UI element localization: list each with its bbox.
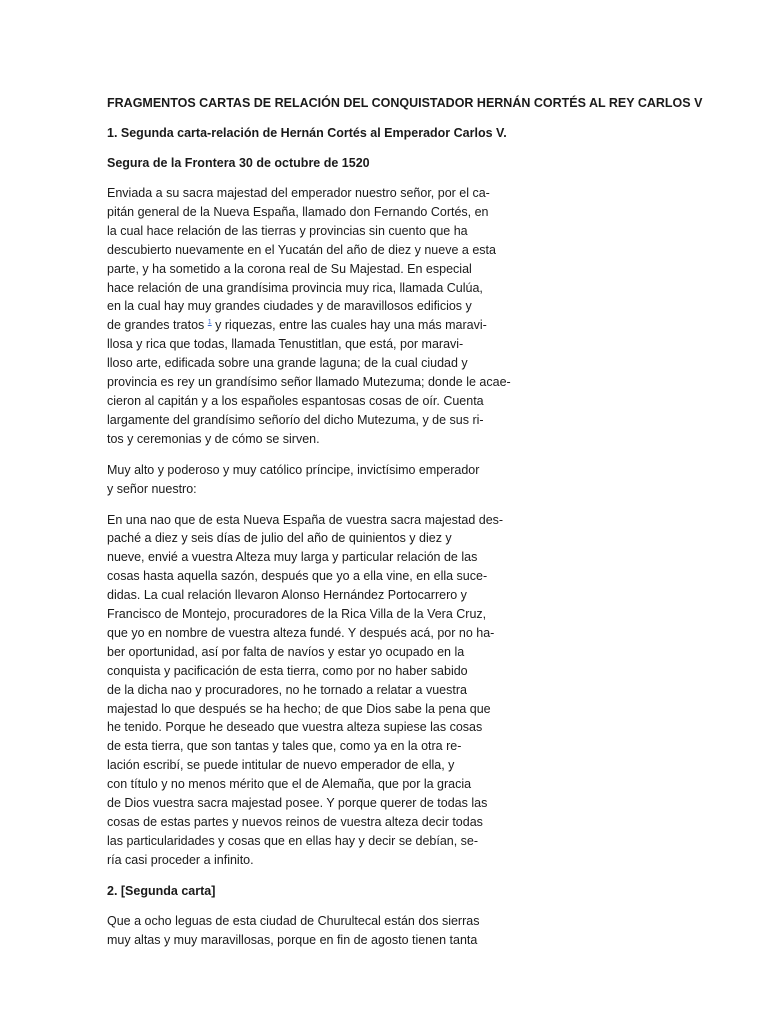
text-line: hace relación de una grandísima provincia muy rica, llamada Culúa, (107, 280, 483, 295)
text-line: largamente del grandísimo señorío del dicho Mutezuma, y de sus ri- (107, 412, 484, 427)
text-line: majestad lo que después se ha hecho; de que Dios sabe la pena que (107, 701, 491, 716)
text-line: conquista y pacificación de esta tierra, como por no haber sabido (107, 663, 468, 678)
text-line: de Dios vuestra sacra majestad posee. Y porque querer de todas las (107, 796, 488, 811)
text-line: he tenido. Porque he deseado que vuestra alteza supiese las cosas (107, 720, 483, 735)
text-line: Muy alto y poderoso y muy católico príncipe, invictísimo emperador (107, 462, 480, 477)
footnote-link[interactable]: 1 (207, 319, 212, 327)
text-line: con título y no menos mérito que el de Alemaña, que por la gracia (107, 777, 472, 792)
text-line: muy altas y muy maravillosas, porque en fin de agosto tienen tanta (107, 932, 478, 947)
place-date-heading: Segura de la Frontera 30 de octubre de 1520 (107, 156, 370, 170)
text-line: la cual hace relación de las tierras y provincias sin cuento que ha (107, 223, 468, 238)
text-line: En una nao que de esta Nueva España de vuestra sacra majestad des- (107, 512, 504, 527)
text-line: cosas de estas partes y nuevos reinos de vuestra alteza decir todas (107, 815, 483, 829)
text-segment: y riquezas, entre las cuales hay una más maravi- (211, 318, 487, 333)
text-line: Francisco de Montejo, procuradores de la Rica Villa de la Vera Cruz, (107, 607, 487, 622)
section1-heading: 1. Segunda carta-relación de Hernán Cortés al Emperador Carlos V. (107, 126, 507, 140)
text-line: cieron al capitán y a los españoles espantosas cosas de oír. Cuenta (107, 393, 484, 408)
text-line: Enviada a su sacra majestad del emperador nuestro señor, por el ca- (107, 186, 490, 200)
text-line: provincia es rey un grandísimo señor llamado Mutezuma; donde le acae- (107, 375, 511, 390)
text-line: pitán general de la Nueva España, llamado don Fernando Cortés, en (107, 204, 489, 219)
text-line: que yo en nombre de vuestra alteza fundé. Y después acá, por no ha- (107, 625, 495, 640)
text-line: nueve, envié a vuestra Alteza muy larga y particular relación de las (107, 550, 478, 565)
text-line: en la cual hay muy grandes ciudades y de maravillosos edificios y (107, 299, 472, 314)
document-page (107, 94, 703, 962)
text-line: Que a ocho leguas de esta ciudad de Churultecal están dos sierras (107, 913, 480, 928)
salutation-paragraph (107, 461, 667, 499)
text-segment: de grandes tratos (107, 318, 205, 333)
intro-paragraph (107, 184, 667, 449)
section2-paragraph (107, 912, 667, 950)
text-line: y señor nuestro: (107, 481, 197, 496)
text-line: didas. La cual relación llevaron Alonso Hernández Portocarrero y (107, 588, 467, 603)
text-line: ría casi proceder a infinito. (107, 852, 254, 867)
text-line: tos y ceremonias y de cómo se sirven. (107, 431, 320, 446)
text-line: de la dicha nao y procuradores, no he tornado a relatar a vuestra (107, 682, 467, 697)
text-line: parte, y ha sometido a la corona real de Su Majestad. En especial (107, 261, 472, 276)
text-line: ber oportunidad, así por falta de navíos y estar yo ocupado en la (107, 644, 465, 659)
text-line: descubierto nuevamente en el Yucatán del año de diez y nueve a esta (107, 242, 496, 257)
section2-heading: 2. [Segunda carta] (107, 883, 216, 898)
text-line: llosa y rica que todas, llamada Tenustitlan, que está, por maravi- (107, 337, 464, 352)
text-line: paché a diez y seis días de julio del año de quinientos y diez y (107, 531, 452, 546)
text-line: cosas hasta aquella sazón, después que yo a ella vine, en ella suce- (107, 569, 488, 584)
text-line: las particularidades y cosas que en ellas hay y decir se debían, se- (107, 833, 479, 848)
document-title: FRAGMENTOS CARTAS DE RELACIÓN DEL CONQUISTADOR HERNÁN CORTÉS AL REY CARLOS V (107, 96, 703, 110)
text-line: lación escribí, se puede intitular de nuevo emperador de ella, y (107, 758, 455, 773)
text-line-with-footnote (107, 316, 667, 335)
text-line: lloso arte, edificada sobre una grande laguna; de la cual ciudad y (107, 356, 468, 371)
body-paragraph (107, 511, 667, 870)
text-line: de esta tierra, que son tantas y tales que, como ya en la otra re- (107, 739, 462, 754)
